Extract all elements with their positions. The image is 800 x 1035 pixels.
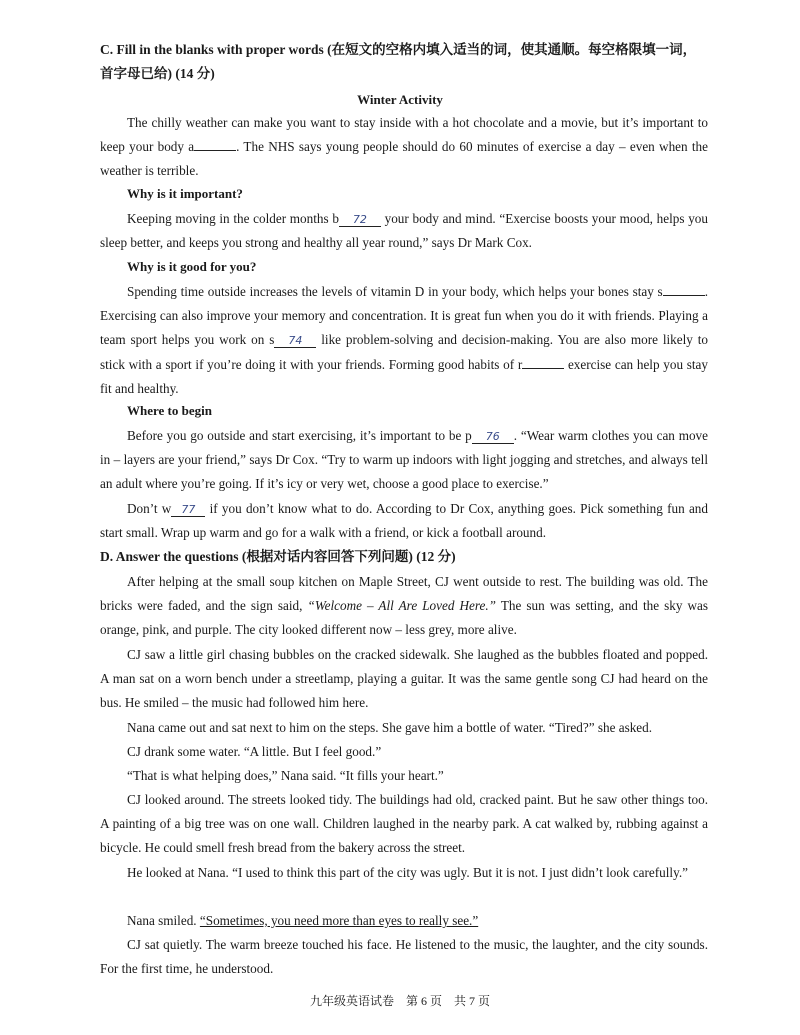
paragraph-d2: CJ saw a little girl chasing bubbles on the cracked sidewalk. She laughed as the bubbles floated and popped. A man sat on a worn bench under a streetlamp, playing a guitar. It was the same gentle song CJ had heard on the bus. He smiled – the music had followed him here. <box>100 647 708 711</box>
answer-blank-75[interactable] <box>522 355 564 369</box>
paragraph-d8: Nana smiled. “Sometimes, you need more than eyes to really see.” <box>127 913 479 928</box>
paragraph-c5: Don’t w 77 if you don’t know what to do. According to Dr Cox, anything goes. Pick something fun and start small. Wrap up warm and go for a walk with a friend, or kick a football around. <box>100 501 708 541</box>
paragraph-c3: Spending time outside increases the levels of vitamin D in your body, which helps your bones stay s . Exercising can also improve your memory and concentration. It is great fun when you do it with friends. Playing a team sport helps you work on s 74 like problem-solving and decision-making. You are also more likely to stick with a sport if you’re doing it with your friends. Forming good habits of r exercise can help you stay fit and healthy. <box>100 284 709 396</box>
subheading-why-important: Why is it important? <box>127 186 243 201</box>
section-c-heading-line1: C. Fill in the blanks with proper words (在短文的空格内填入适当的词，使其通顺。每空格限填一词， <box>100 42 697 57</box>
subheading-why-good: Why is it good for you? <box>127 259 257 274</box>
paragraph-c4: Before you go outside and start exercising, it’s important to be p 76 . “Wear warm clothes you can move in – layers are your friend,” says Dr Cox. “Try to warm up indoors with light jogging and stretches, and always tell an adult where you’re going. If it’s icy or very wet, choose a good place to exercise.” <box>100 428 709 492</box>
subheading-where-begin: Where to begin <box>127 403 212 418</box>
answer-blank-72[interactable]: 72 <box>339 213 381 227</box>
paragraph-c2: Keeping moving in the colder months b 72 your body and mind. “Exercise boosts your mood, helps you sleep better, and keeps you strong and healthy all year round,” says Dr Mark Cox. <box>100 211 708 251</box>
paragraph-d1: After helping at the small soup kitchen on Maple Street, CJ went outside to rest. The building was old. The bricks were faded, and the sign said, “Welcome – All Are Loved Here.” The sun was setting, and the sky was orange, pink, and purple. The city looked different now – less grey, more alive. <box>100 574 708 638</box>
paragraph-d6: CJ looked around. The streets looked tidy. The buildings had old, cracked paint. But he saw other things too. A painting of a big tree was on one wall. Children laughed in the nearby park. A cat walked by, rubbing against a bicycle. He could smell fresh bread from the bakery across the street. <box>100 792 708 856</box>
underlined-quote: “Sometimes, you need more than eyes to really see.” <box>199 913 479 928</box>
paragraph-d4: CJ drank some water. “A little. But I feel good.” <box>127 744 382 759</box>
passage-title: Winter Activity <box>357 92 443 107</box>
section-c-heading-line2: 首字母已给) (14 分) <box>100 66 215 81</box>
paragraph-c1: The chilly weather can make you want to stay inside with a hot chocolate and a movie, but it’s important to keep your body a . The NHS says young people should do 60 minutes of exercise a day – even when the weather is terrible. <box>100 115 708 179</box>
page-footer: 九年级英语试卷 第 6 页 共 7 页 <box>309 994 490 1008</box>
answer-blank-77[interactable]: 77 <box>171 503 205 517</box>
paragraph-d9: CJ sat quietly. The warm breeze touched his face. He listened to the music, the laughter, and the city sounds. For the first time, he understood. <box>100 937 708 977</box>
answer-blank-74[interactable]: 74 <box>274 334 316 348</box>
paragraph-d7: He looked at Nana. “I used to think this part of the city was ugly. But it is not. I just didn’t look carefully.” <box>127 865 688 880</box>
section-c-heading <box>100 38 710 86</box>
section-d-heading: D. Answer the questions (根据对话内容回答下列问题) (12 分) <box>100 549 456 564</box>
sign-text: “Welcome – All Are Loved Here.” <box>307 598 497 614</box>
answer-blank-71[interactable] <box>194 137 236 151</box>
answer-blank-73[interactable] <box>663 282 705 296</box>
paragraph-d3: Nana came out and sat next to him on the steps. She gave him a bottle of water. “Tired?” she asked. <box>127 720 653 735</box>
paragraph-d5: “That is what helping does,” Nana said. “It fills your heart.” <box>127 768 444 783</box>
answer-blank-76[interactable]: 76 <box>472 430 514 444</box>
